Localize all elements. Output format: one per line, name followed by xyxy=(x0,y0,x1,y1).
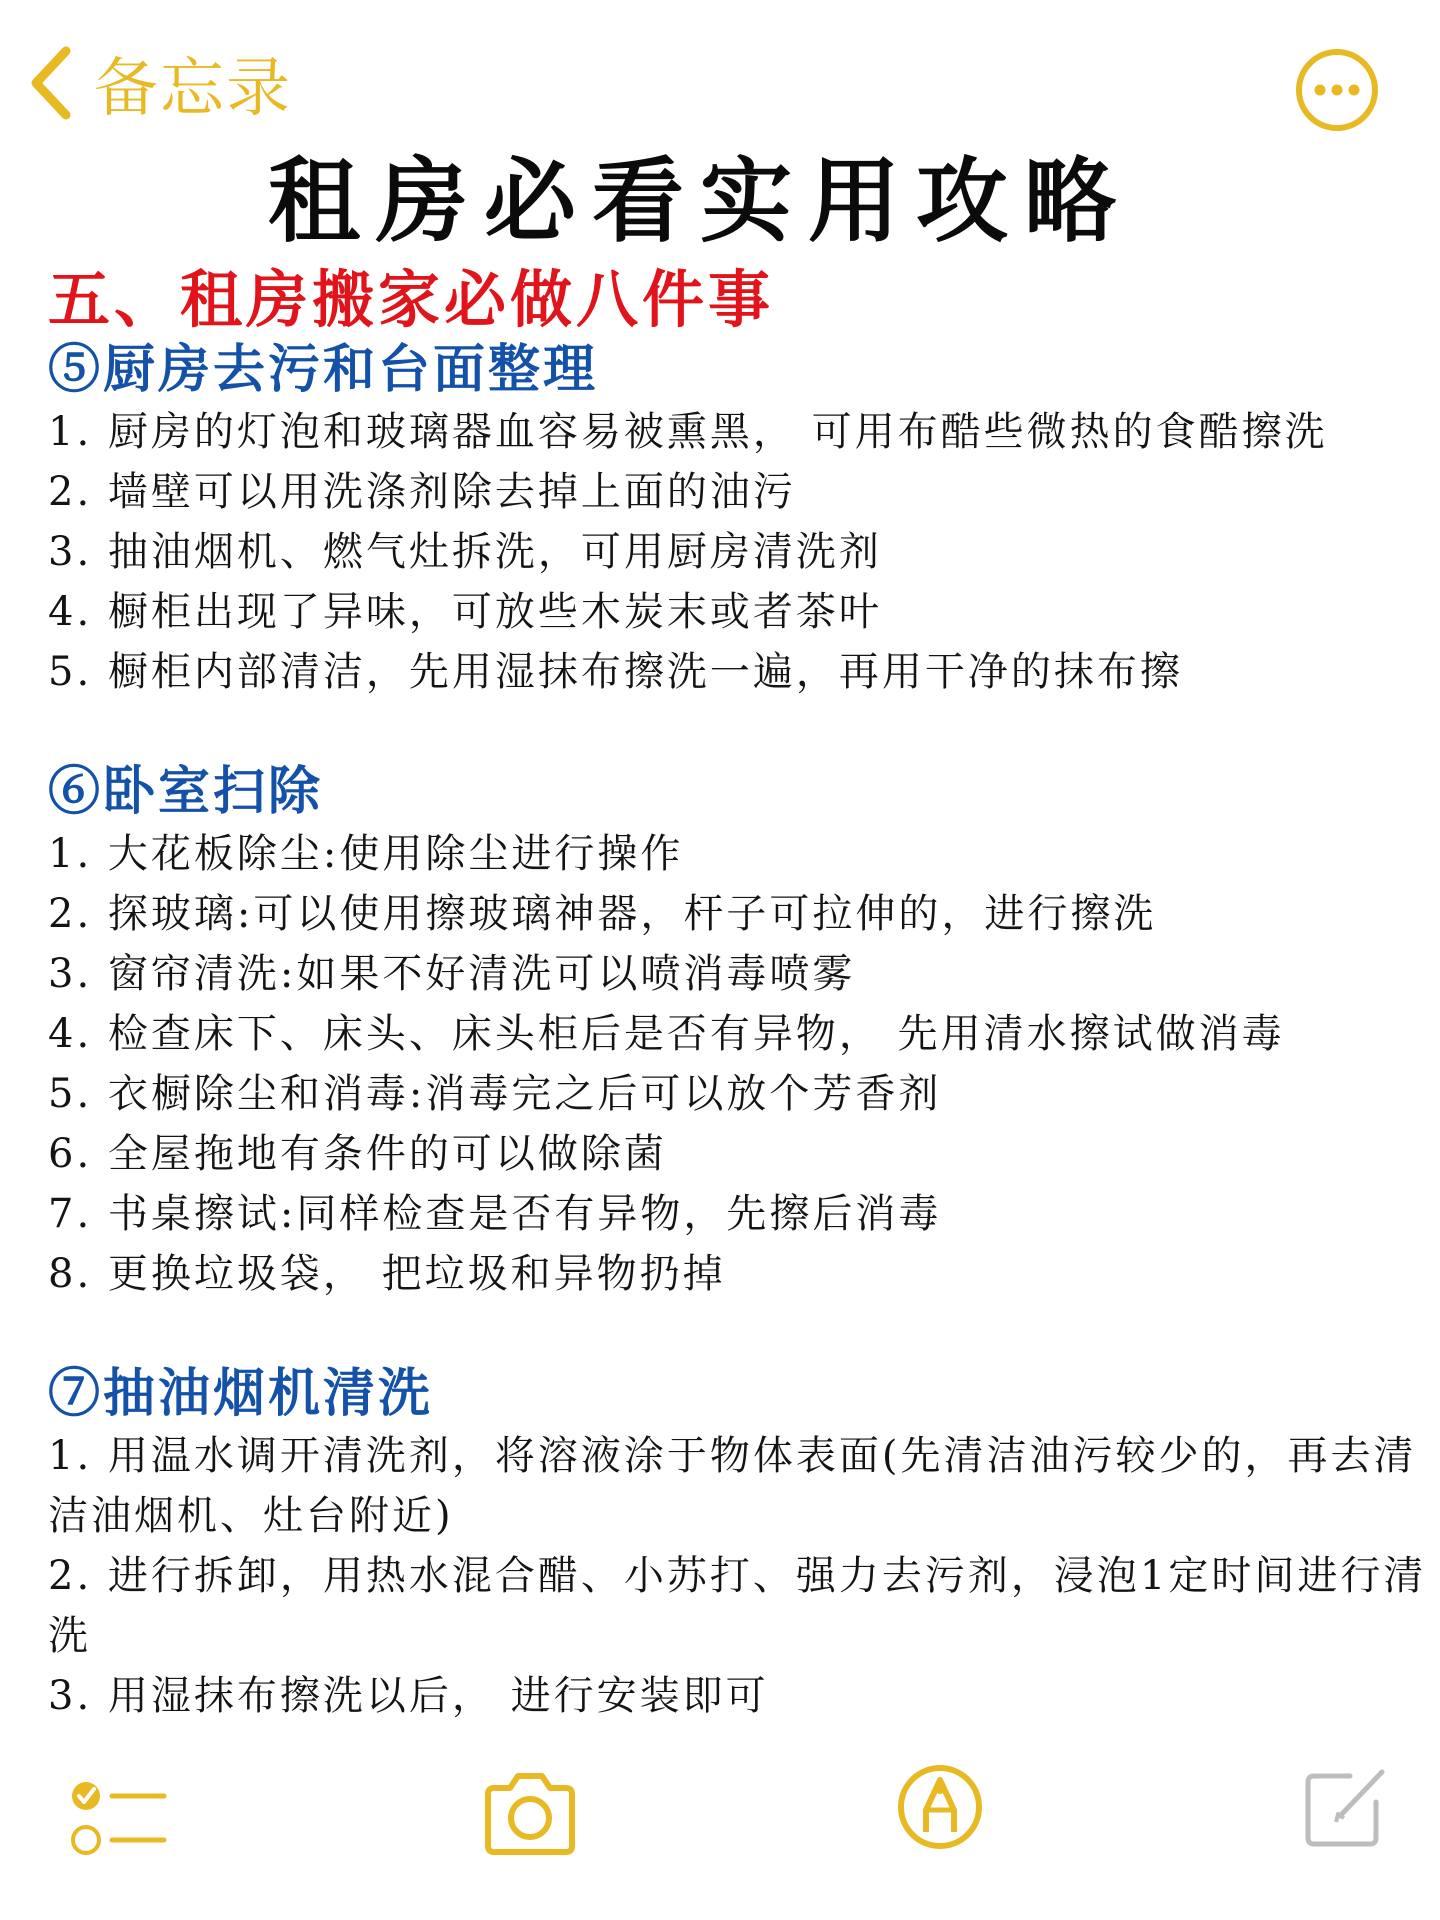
ellipsis-circle-icon xyxy=(1293,46,1381,134)
list-item: 8. 更换垃圾袋， 把垃圾和异物扔掉 xyxy=(48,1251,726,1297)
list-item: 7. 书桌擦试:同样检查是否有异物，先擦后消毒 xyxy=(48,1191,942,1237)
chevron-left-icon xyxy=(28,45,72,121)
more-options-button[interactable] xyxy=(1293,46,1381,134)
bottom-toolbar xyxy=(0,1760,1440,1880)
list-item: 3. 抽油烟机、燃气灶拆洗，可用厨房清洗剂 xyxy=(48,529,882,575)
subsection-header-bedroom: ⑥卧室扫除 xyxy=(48,761,324,822)
section-header: 五、租房搬家必做八件事 xyxy=(48,263,775,336)
subsection-header-range-hood: ⑦抽油烟机清洗 xyxy=(48,1363,434,1424)
list-item: 4. 检查床下、床头、床头柜后是否有异物， 先用清水擦试做消毒 xyxy=(48,1011,1285,1057)
back-label: 备忘录 xyxy=(94,52,292,126)
list-item: 3. 用湿抹布擦洗以后， 进行安装即可 xyxy=(48,1673,769,1719)
compose-icon xyxy=(1300,1760,1390,1852)
camera-button[interactable] xyxy=(478,1768,582,1858)
camera-icon xyxy=(478,1768,582,1858)
checklist-button[interactable] xyxy=(68,1774,168,1864)
list-item: 2. 进行拆卸，用热水混合醋、小苏打、强力去污剂，浸泡1定时间进行清洗 xyxy=(48,1553,1427,1659)
markup-pen-icon xyxy=(895,1760,985,1854)
spacer xyxy=(48,702,1428,760)
list-item: 3. 窗帘清洗:如果不好清洗可以喷消毒喷雾 xyxy=(48,951,856,997)
back-button[interactable] xyxy=(28,38,292,128)
list-item: 4. 橱柜出现了异味，可放些木炭末或者茶叶 xyxy=(48,589,882,635)
navigation-bar xyxy=(0,0,1440,140)
list-item: 5. 橱柜内部清洁，先用湿抹布擦洗一遍，再用干净的抹布擦 xyxy=(48,649,1183,695)
compose-button[interactable] xyxy=(1300,1760,1390,1852)
list-item: 6. 全屋拖地有条件的可以做除菌 xyxy=(48,1131,667,1177)
checklist-icon xyxy=(68,1774,168,1864)
subsection-header-kitchen: ⑤厨房去污和台面整理 xyxy=(48,339,599,400)
list-item: 5. 衣橱除尘和消毒:消毒完之后可以放个芳香剂 xyxy=(48,1071,942,1117)
spacer xyxy=(48,1304,1428,1362)
list-item: 2. 墙壁可以用洗涤剂除去掉上面的油污 xyxy=(48,469,796,515)
list-item: 2. 探玻璃:可以使用擦玻璃神器，杆子可拉伸的，进行擦洗 xyxy=(48,891,1157,937)
note-body[interactable] xyxy=(48,262,1428,1726)
list-item: 1. 厨房的灯泡和玻璃器血容易被熏黑， 可用布酷些微热的食酷擦洗 xyxy=(48,409,1328,455)
list-item: 1. 大花板除尘:使用除尘进行操作 xyxy=(48,831,684,877)
markup-button[interactable] xyxy=(895,1760,985,1854)
note-title: 租房必看实用攻略 xyxy=(267,147,1132,255)
list-item: 1. 用温水调开清洗剂，将溶液涂于物体表面(先清洁油污较少的，再去清洁油烟机、灶台附近) xyxy=(48,1433,1417,1539)
